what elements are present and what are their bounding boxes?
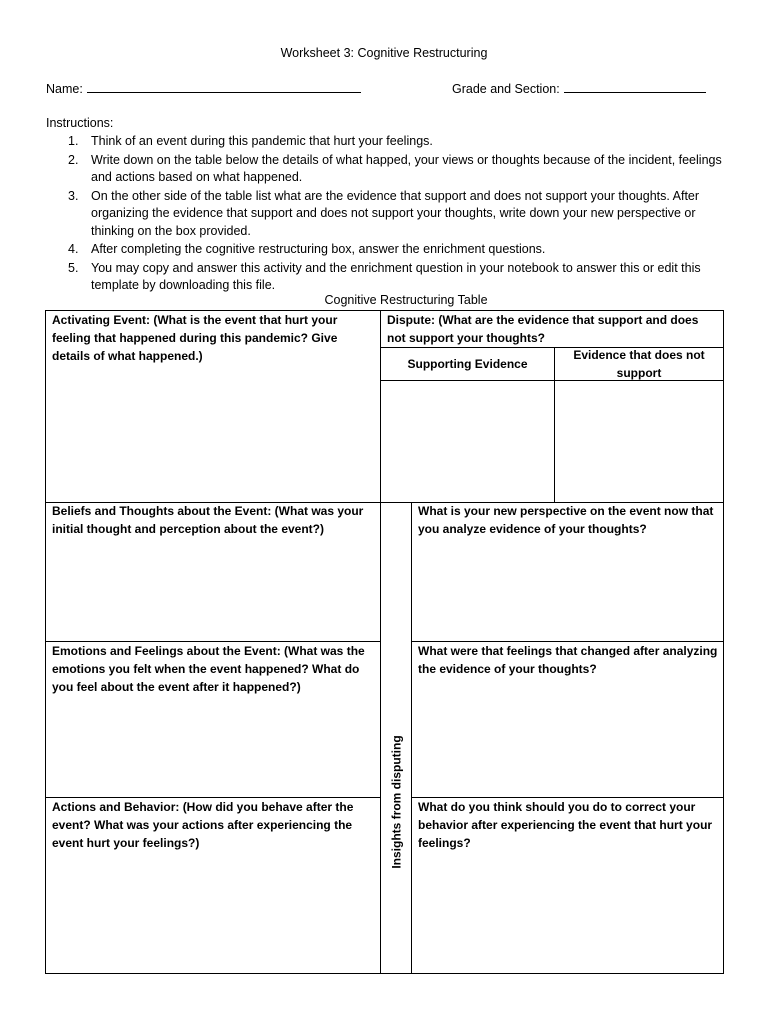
- instruction-item: 4. After completing the cognitive restructuring box, answer the enrichment questions.: [68, 242, 546, 256]
- name-label: Name:: [46, 82, 83, 96]
- table-divider: [554, 347, 555, 502]
- dispute-cell: Dispute: (What are the evidence that support and does not support your thoughts?: [387, 313, 699, 345]
- new-perspective-cell[interactable]: What is your new perspective on the event now that you analyze evidence of your thoughts?: [418, 504, 714, 536]
- cognitive-restructuring-table: [45, 310, 724, 974]
- instruction-item: 3. On the other side of the table list what are the evidence that support and does not support your thoughts. After organizing the evidence that support and does not support your thoughts, write down your new perspective or thinking on the box provided.: [68, 188, 700, 238]
- emotions-feelings-cell[interactable]: Emotions and Feelings about the Event: (What was the emotions you felt when the event happened? What do you feel about the event after it happened?): [52, 644, 365, 694]
- supporting-evidence-header: Supporting Evidence: [407, 357, 528, 371]
- instruction-item: 2. Write down on the table below the details of what happed, your views or thoughts because of the incident, feelings and actions based on what happened.: [68, 152, 722, 184]
- instructions-list: [46, 133, 726, 296]
- grade-section-field[interactable]: [452, 80, 706, 96]
- name-blank[interactable]: [87, 80, 361, 93]
- worksheet-title: Worksheet 3: Cognitive Restructuring: [280, 46, 488, 60]
- changed-feelings-cell[interactable]: What were that feelings that changed after analyzing the evidence of your thoughts?: [418, 644, 718, 676]
- activating-event-cell[interactable]: Activating Event: (What is the event that hurt your feeling that happened during this pandemic? Give details of what happened.): [52, 313, 338, 363]
- table-title: Cognitive Restructuring Table: [324, 293, 488, 307]
- insights-from-disputing-label: Insights from disputing: [389, 735, 404, 869]
- instruction-item: 1. Think of an event during this pandemic that hurt your feelings.: [68, 134, 433, 148]
- table-border-right: [723, 310, 724, 974]
- table-border-left: [45, 310, 46, 974]
- grade-section-blank[interactable]: [564, 80, 706, 93]
- instructions-heading: Instructions:: [46, 116, 114, 130]
- name-field[interactable]: [46, 80, 361, 96]
- instruction-item: 5. You may copy and answer this activity and the enrichment question in your notebook to answer this or edit this template by downloading this file.: [68, 260, 701, 292]
- insights-column: [381, 502, 412, 974]
- correct-behavior-cell[interactable]: What do you think should you do to correct your behavior after experiencing the event that hurt your feelings?: [418, 800, 713, 850]
- grade-section-label: Grade and Section:: [452, 82, 560, 96]
- actions-behavior-cell[interactable]: Actions and Behavior: (How did you behave after the event? What was your actions after experiencing the event hurt your feelings?): [52, 800, 354, 850]
- beliefs-thoughts-cell[interactable]: Beliefs and Thoughts about the Event: (What was your initial thought and perception about the event?): [52, 504, 364, 536]
- not-supporting-evidence-header: Evidence that does not support: [573, 348, 705, 380]
